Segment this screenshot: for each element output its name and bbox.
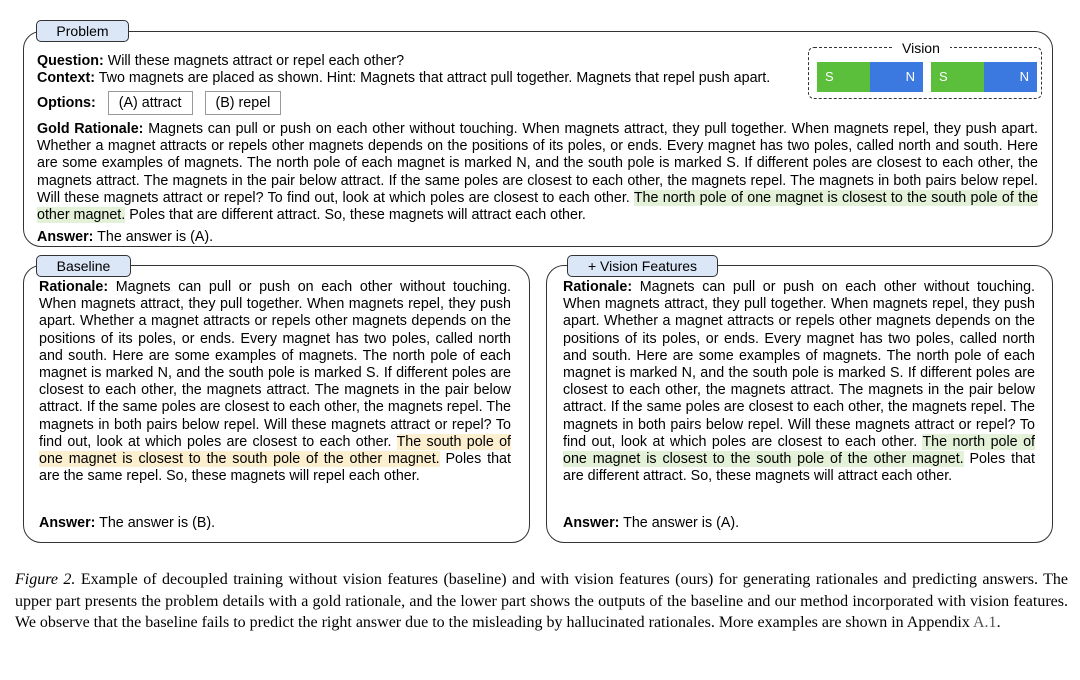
gold-rationale-label: Gold Rationale:	[37, 121, 144, 137]
figure-caption	[15, 569, 1068, 634]
gold-rationale	[37, 121, 1038, 224]
option-b: (B) repel	[205, 91, 282, 115]
question-text: Will these magnets attract or repel each other?	[107, 53, 405, 69]
caption-end: .	[996, 614, 1001, 631]
gold-rationale-tail: Poles that are different attract. So, these magnets will attract each other.	[129, 207, 586, 224]
magnet-1	[817, 62, 923, 92]
gold-rationale-text: Magnets can pull or push on each other without touching. When magnets attract, they pull together. When magnets repel, they push apart. Whether a magnet attracts or repels other magnets depends on the positions of its poles, or ends. Every magnet has two poles, called north and south. Here are some examples of magnets. The north pole of each magnet is marked N, and the south pole is marked S. If different poles are closest to each other, the magnets attract. The magnets in the pair below attract. If the same poles are closest to each other, the magnets repel. The magnets in both pairs below repel. Will these magnets attract or repel? To find out, look at which poles are closest to each other.	[37, 121, 1038, 206]
vision-features-rationale	[563, 279, 1035, 485]
problem-tab-label: Problem	[56, 23, 109, 39]
baseline-rationale-text: Magnets can pull or push on each other without touching. When magnets attract, they pull together. When magnets repel, they push apart. Whether a magnet attracts or repels other magnets depends on the positions of its poles, or ends. Every magnet has two poles, called north and south. Here are some examples of magnets. The north pole of each magnet is marked N, and the south pole is marked S. If different poles are closest to each other, the magnets attract. The magnets in the pair below attract. If the same poles are closest to each other, the magnets repel. The magnets in both pairs below repel. Will these magnets attract or repel? To find out, look at which poles are closest to each other.	[39, 279, 511, 450]
context-line	[37, 70, 812, 87]
baseline-answer-text: The answer is (B).	[99, 515, 216, 531]
baseline-rationale-label: Rationale:	[39, 279, 109, 295]
context-label: Context:	[37, 70, 95, 86]
context-text: Two magnets are placed as shown. Hint: Magnets that attract pull together. Magnets that repel push apart.	[98, 70, 771, 86]
baseline-answer	[39, 515, 511, 532]
vision-features-answer-text: The answer is (A).	[623, 515, 740, 531]
baseline-tab	[36, 255, 131, 277]
gold-rationale-highlight: The north pole of one magnet is closest to the south pole of the other magnet.	[37, 189, 1038, 224]
options-line	[37, 91, 437, 115]
baseline-tab-label: Baseline	[56, 258, 111, 274]
caption-text: Example of decoupled training without vision features (baseline) and with vision features (ours) for generating rationales and predicting answers. The upper part presents the problem details with a gold rationale, and the lower part shows the outputs of the baseline and our method incorporated with vision features. We observe that the baseline fails to predict the right answer due to the misleading by hallucinated rationales. More examples are shown in Appendix	[15, 571, 1069, 631]
magnet-2-south: S	[931, 62, 984, 92]
gold-answer-text: The answer is (A).	[97, 229, 214, 245]
question-label: Question:	[37, 53, 104, 69]
vision-features-rationale-text: Magnets can pull or push on each other without touching. When magnets attract, they pull together. When magnets repel, they push apart. Whether a magnet attracts or repels other magnets depends on the positions of its poles, or ends. Every magnet has two poles, called north and south. Here are some examples of magnets. The north pole of each magnet is marked N, and the south pole is marked S. If different poles are closest to each other, the magnets attract. The magnets in the pair below attract. If the same poles are closest to each other, the magnets repel. The magnets in both pairs below repel. Will these magnets attract or repel? To find out, look at which poles are closest to each other.	[563, 279, 1035, 450]
problem-tab	[36, 20, 129, 42]
vision-features-rationale-label: Rationale:	[563, 279, 633, 295]
vision-features-answer	[563, 515, 1035, 532]
appendix-link[interactable]: A.1	[973, 614, 997, 631]
vision-features-rationale-highlight: The north pole of one magnet is closest to the south pole of the other magnet.	[563, 433, 1035, 468]
magnet-1-north: N	[870, 62, 923, 92]
magnet-2	[931, 62, 1037, 92]
option-a: (A) attract	[108, 91, 193, 115]
vision-features-rationale-tail: Poles that are different attract. So, these magnets will attract each other.	[563, 451, 1035, 485]
gold-answer-label: Answer	[37, 229, 89, 245]
options-label: Options:	[37, 95, 96, 111]
question-line	[37, 53, 807, 70]
baseline-answer-label: Answer:	[39, 515, 96, 531]
baseline-rationale-tail: Poles that are the same repel. So, these magnets will repel each other.	[39, 451, 511, 485]
vision-features-tab	[567, 255, 718, 277]
baseline-rationale	[39, 279, 511, 485]
gold-answer: Answer: The answer is (A).	[37, 229, 214, 245]
vision-label: Vision	[892, 40, 950, 56]
vision-features-answer-label: Answer:	[563, 515, 620, 531]
caption-label: Figure 2.	[15, 571, 76, 588]
magnet-2-north: N	[984, 62, 1037, 92]
vision-features-tab-label: + Vision Features	[587, 258, 698, 274]
magnet-1-south: S	[817, 62, 870, 92]
baseline-rationale-highlight: The south pole of one magnet is closest to the south pole of the other magnet.	[39, 433, 511, 468]
